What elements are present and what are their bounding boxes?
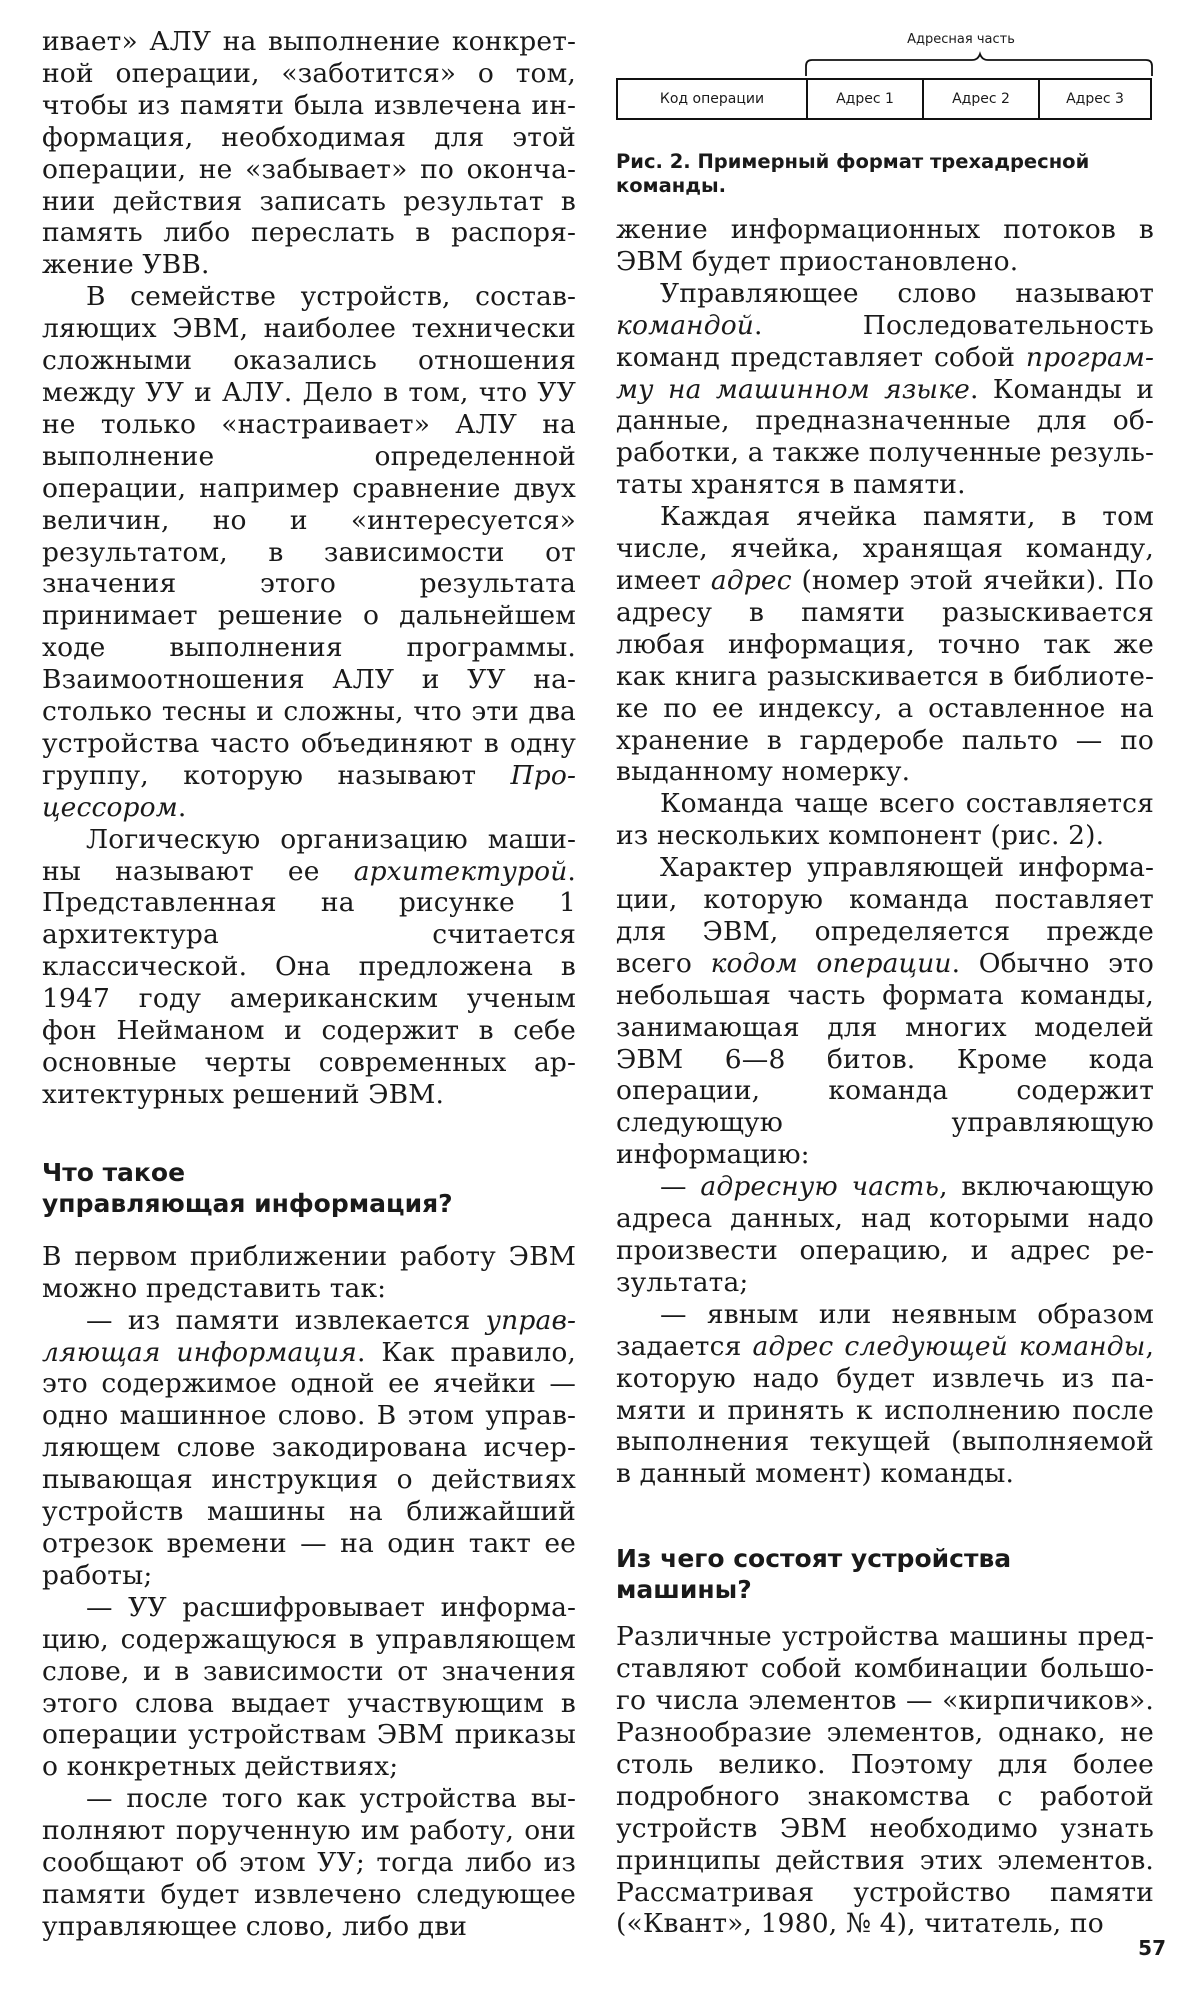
- address-1-cell: Адрес 1: [806, 80, 922, 118]
- section-heading: [42, 1157, 576, 1219]
- paragraph: [42, 281, 576, 823]
- term-address: адрес: [710, 564, 792, 596]
- text-span: , включающую адреса данных, над которыми надо произвести операцию, и адрес результата;: [616, 1171, 1154, 1298]
- text-span: Каждая ячейка памяти, в том числе, ячейка, хранящая команду, имеет: [616, 501, 1154, 596]
- left-column: [42, 26, 576, 1943]
- text-span: .: [177, 791, 187, 823]
- term-address-part: адресную часть: [700, 1171, 940, 1203]
- paragraph: Команда чаще всего составляется из нескольких компонент (рис. 2).: [616, 788, 1154, 852]
- term-program: программу на машинном языке: [616, 341, 1154, 405]
- paragraph: [42, 824, 576, 1111]
- list-item: [42, 1305, 576, 1592]
- paragraph: ивает» АЛУ на выполнение конкретной операции, «заботится» о том, чтобы из памяти была извлечена информация, необходимая для этой операции, не «забывает» по окончании действия записать результат в память либо переслать в распоряжение УВВ.: [42, 26, 576, 281]
- term-processor: Процессором: [42, 759, 576, 823]
- term-next-address: адрес следующей команды: [752, 1330, 1146, 1362]
- term-control-info: управляющая информация: [42, 1304, 576, 1368]
- text-span: — явным или неявным образом задается: [616, 1298, 1154, 1362]
- text-span: . Обычно это небольшая часть формата команды, занимающая для многих моделей ЭВМ 6—8 битов. Кроме кода операции, команда содержит следующую управляющую информацию:: [616, 947, 1154, 1171]
- opcode-cell: Код операции: [659, 91, 765, 107]
- list-item: [616, 1299, 1154, 1490]
- address-2-cell: Адрес 2: [922, 80, 1038, 118]
- text-span: (номер этой ячейки). По адресу в памяти разыскивается любая информация, точно так же как книга разыскивается в библиотеке по ее индексу, а оставленное на хранение в гардеробе пальто — по выданному номерку.: [616, 564, 1155, 788]
- term-architecture: архитектурой: [353, 855, 568, 887]
- paragraph: В первом приближении работу ЭВМ можно представить так:: [42, 1240, 576, 1304]
- heading-line: управляющая информация?: [42, 1188, 453, 1218]
- term-command: командой: [616, 309, 755, 341]
- address-3-cell: Адрес 3: [1038, 80, 1150, 118]
- list-item: — после того как устройства выполняют порученную им работу, они сообщают об этом УУ; тогда либо из памяти будет извлечено следующее управляющее слово, либо дви: [42, 1783, 576, 1942]
- right-column: [616, 214, 1154, 1940]
- term-opcode: кодом операции: [710, 947, 952, 979]
- text-span: , которую надо будет извлечь из памяти и принять к исполнению после выполнения текущей (выполняемой в данный момент) команды.: [616, 1330, 1155, 1490]
- list-item: — УУ расшифровывает информацию, содержащуюся в управляющем слове, и в зависимости от значения этого слова выдает участвующим в операции устройствам ЭВМ приказы о конкретных действиях;: [42, 1591, 576, 1783]
- text-span: Управляющее слово называют: [660, 277, 1154, 309]
- instruction-format-figure: [616, 30, 1156, 107]
- heading-line: Что такое: [42, 1157, 186, 1187]
- text-span: Характер управляющей информации, которую команда поставляет для ЭВМ, определяется прежде всего: [616, 852, 1154, 979]
- text-span: — из памяти извлекается: [86, 1304, 486, 1336]
- instruction-format-box: [616, 78, 1152, 120]
- figure-caption: Рис. 2. Примерный формат трехадресной команды.: [616, 150, 1090, 197]
- text-span: В семействе устройств, составляющих ЭВМ, наиболее технически сложными оказались отношения между УУ и АЛУ. Дело в том, что УУ не только «настраивает» АЛУ на выполнение определенной операции, например сравнение двух величин, но и «интересуется» результатом, в зависимости от значения этого результата принимает решение о дальнейшем ходе выполнения программы. Взаимоотношения АЛУ и УУ настолько тесны и сложны, что эти два устройства часто объединяют в одну группу, которую называют: [42, 281, 576, 791]
- paragraph: [616, 852, 1154, 1171]
- list-item: [616, 1171, 1154, 1299]
- text-span: . Команды и данные, предназначенные для обработки, а также полученные результаты хранятся в памяти.: [616, 373, 1155, 501]
- text-span: . Последовательность команд представляет собой: [616, 309, 1154, 373]
- text-span: Логическую организацию машины называют ее: [42, 823, 576, 887]
- address-part-label: Адресная часть: [907, 32, 1015, 47]
- paragraph: [616, 501, 1154, 788]
- text-span: . Как правило, это содержимое одной ее ячейки — одно машинное слово. В этом управляющем слове закодирована исчерпывающая инструкция о действиях устройств машины на ближайший отрезок времени — на один такт ее работы;: [42, 1336, 576, 1591]
- text-span: . Представленная на рисунке 1 архитектура считается классической. Она предложена в 1947 году американским ученым фон Нейманом и содержит в себе основные черты современных архитектурных решений ЭВМ.: [42, 855, 576, 1110]
- text-span: —: [660, 1171, 701, 1203]
- page-number: 57: [1138, 1936, 1166, 1960]
- section-heading: Из чего состоят устройства машины?: [616, 1544, 1012, 1605]
- paragraph: [616, 278, 1154, 501]
- paragraph: Различные устройства машины представляют собой комбинации большого числа элементов — «кирпичиков». Разнообразие элементов, однако, не столь велико. Поэтому для более подробного знакомства с работой устройств ЭВМ необходимо узнать принципы действия этих элементов. Рассматривая устройство памяти («Квант», 1980, № 4), читатель, по: [616, 1621, 1154, 1940]
- paragraph: жение информационных потоков в ЭВМ будет приостановлено.: [616, 214, 1154, 277]
